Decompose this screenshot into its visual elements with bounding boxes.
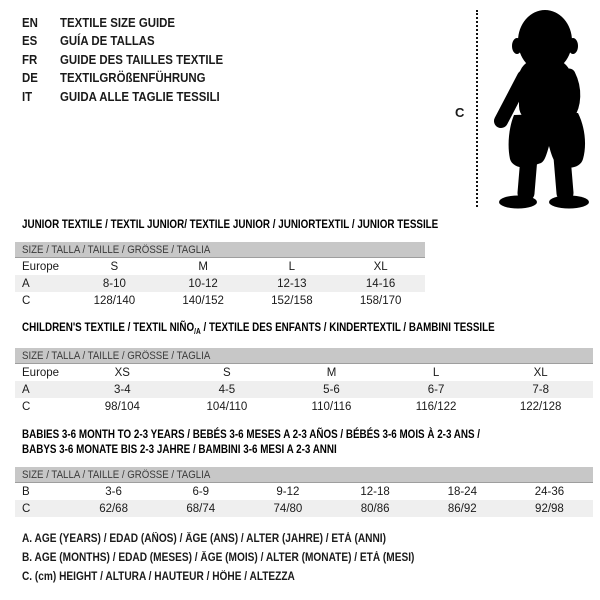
size-cell: M	[326, 366, 337, 379]
row-label: Europe	[22, 260, 60, 273]
size-cell: 110/116	[311, 400, 352, 413]
toddler-silhouette	[485, 5, 600, 210]
size-cell: 5-6	[323, 383, 340, 396]
language-code: ES	[22, 33, 38, 49]
size-cell: 10-12	[188, 277, 218, 290]
legend-line-b: B. AGE (MONTHS) / EDAD (MESES) / ÂGE (MOIS) / ALTER (MONATE) / ETÀ (MESI)	[22, 552, 415, 564]
language-list	[22, 13, 245, 106]
language-row	[22, 13, 245, 32]
size-cell: 128/140	[93, 294, 136, 307]
legend-line-c: C. (cm) HEIGHT / ALTURA / HAUTEUR / HÖHE / ALTEZZA	[22, 571, 295, 583]
size-cell: 24-36	[534, 485, 565, 498]
language-row	[22, 87, 245, 106]
row-label: A	[22, 383, 30, 396]
height-measure-label: C	[455, 105, 465, 120]
legend-line-a: A. AGE (YEARS) / EDAD (AÑOS) / ÂGE (ANS) / ALTER (JAHRE) / ETÀ (ANNI)	[22, 533, 386, 545]
size-cell: L	[432, 366, 440, 379]
language-code: IT	[22, 88, 33, 104]
measurement-legend	[22, 533, 468, 590]
row-label: B	[22, 485, 30, 498]
size-header-bar: SIZE / TALLA / TAILLE / GRÖSSE / TAGLIA	[15, 348, 593, 364]
size-cell: 6-9	[192, 485, 210, 498]
size-cell: 12-13	[277, 277, 307, 290]
size-cell: 80/86	[360, 502, 390, 515]
size-cell: 74/80	[273, 502, 303, 515]
table-row	[15, 500, 593, 517]
language-label: GUIDE DES TAILLES TEXTILE	[60, 51, 224, 67]
size-cell: S	[223, 366, 231, 379]
table-row	[15, 275, 425, 292]
size-header-bar: SIZE / TALLA / TAILLE / GRÖSSE / TAGLIA	[15, 467, 593, 483]
size-cell: 3-4	[113, 383, 131, 396]
size-cell: 158/170	[359, 294, 402, 307]
size-cell: M	[198, 260, 208, 273]
row-label: C	[22, 400, 31, 413]
table-row	[15, 258, 425, 275]
language-label: GUÍA DE TALLAS	[60, 33, 155, 49]
size-cell: 68/74	[186, 502, 216, 515]
table-row	[15, 398, 593, 415]
children-size-table	[15, 348, 593, 415]
language-label: GUIDA ALLE TAGLIE TESSILI	[60, 88, 220, 104]
size-cell: 122/128	[519, 400, 562, 413]
size-cell: 8-10	[102, 277, 126, 290]
junior-section-title: JUNIOR TEXTILE / TEXTIL JUNIOR/ TEXTILE JUNIOR / JUNIORTEXTIL / JUNIOR TESSILE	[22, 217, 439, 231]
size-cell: L	[288, 260, 296, 273]
size-header-bar: SIZE / TALLA / TAILLE / GRÖSSE / TAGLIA	[15, 242, 425, 258]
size-cell: 92/98	[535, 502, 564, 515]
size-cell: 7-8	[532, 383, 549, 396]
size-cell: 12-18	[360, 485, 390, 498]
language-row	[22, 32, 245, 51]
size-cell: 104/110	[206, 400, 248, 413]
row-label: A	[22, 277, 30, 290]
size-cell: 14-16	[365, 277, 396, 290]
size-cell: XL	[533, 366, 548, 379]
size-cell: 116/122	[415, 400, 457, 413]
table-row	[15, 381, 593, 398]
size-cell: 18-24	[447, 485, 477, 498]
size-cell: 6-7	[427, 383, 445, 396]
row-label: C	[22, 294, 31, 307]
size-cell: XL	[373, 260, 388, 273]
table-row	[15, 292, 425, 309]
children-section-title: CHILDREN'S TEXTILE / TEXTIL $NIÑO_{/A}$ / TEXTILE DES ENFANTS / KINDERTEXTIL / BAMBINI TESSILE	[22, 320, 495, 336]
size-cell: 140/152	[182, 294, 224, 307]
size-cell: 62/68	[99, 502, 128, 515]
language-row	[22, 50, 245, 69]
row-label: C	[22, 502, 31, 515]
height-measure-dotted-line	[476, 10, 478, 207]
language-code: EN	[22, 14, 38, 30]
size-cell: XS	[114, 366, 130, 379]
language-label: TEXTILE SIZE GUIDE	[60, 14, 176, 30]
table-row	[15, 364, 593, 381]
language-code: FR	[22, 51, 38, 67]
babies-section-title: BABIES 3-6 MONTH TO 2-3 YEARS / BEBÉS 3-6 MESES A 2-3 AÑOS / BÉBÉS 3-6 MOIS À 2-3 ANS / BABYS 3-6 MONATE BIS 2-3 JAHRE / BAMBINI 3-6 MESI A 2-3 ANNI	[22, 427, 481, 456]
language-code: DE	[22, 70, 38, 86]
babies-size-table	[15, 467, 593, 517]
size-cell: 9-12	[276, 485, 300, 498]
size-cell: 86/92	[447, 502, 477, 515]
row-label: Europe	[22, 366, 60, 379]
language-label: TEXTILGRÖßENFÜHRUNG	[60, 70, 206, 86]
junior-size-table	[15, 242, 425, 309]
size-cell: 4-5	[218, 383, 236, 396]
size-cell: 3-6	[105, 485, 122, 498]
size-cell: S	[110, 260, 119, 273]
language-row	[22, 69, 245, 88]
size-cell: 152/158	[271, 294, 313, 307]
table-row	[15, 483, 593, 500]
size-cell: 98/104	[104, 400, 140, 413]
nino-a-subscript: /A	[194, 327, 201, 336]
